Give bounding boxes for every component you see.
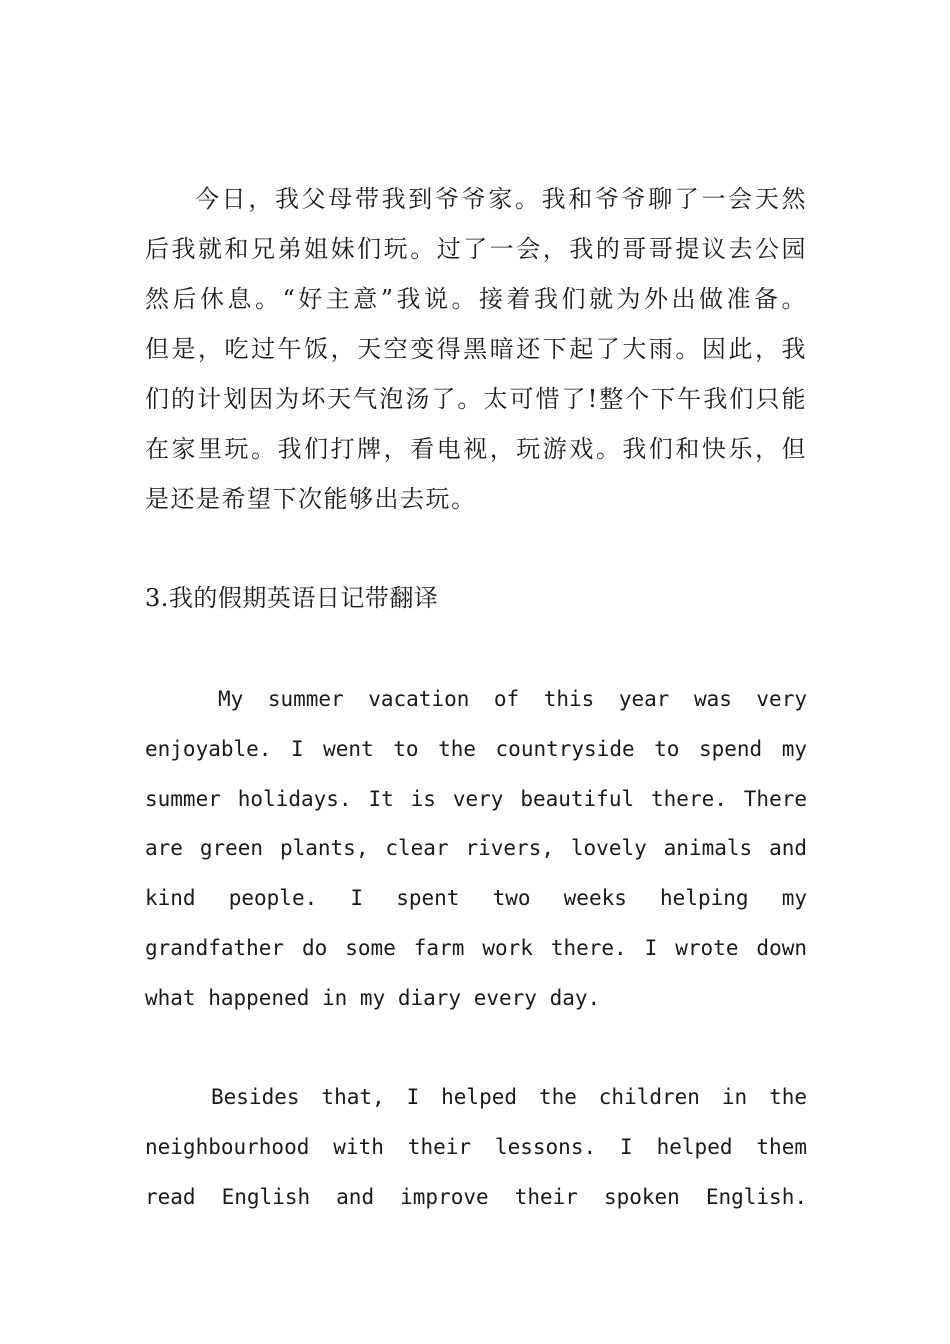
paragraph-line: 们的计划因为坏天气泡汤了。太可惜了!整个下午我们只能	[145, 385, 807, 413]
paragraph-line: 但是，吃过午饭，天空变得黑暗还下起了大雨。因此，我	[145, 335, 807, 363]
paragraph-line: read English and improve their spoken English.	[145, 1185, 807, 1209]
paragraph-line: 然后休息。“好主意”我说。接着我们就为外出做准备。	[145, 285, 807, 313]
paragraph-line: Besides that, I helped the children in the	[211, 1085, 807, 1109]
paragraph-line: 是还是希望下次能够出去玩。	[145, 485, 477, 513]
paragraph-line: summer holidays. It is very beautiful there. There	[145, 787, 807, 811]
paragraph-line: what happened in my diary every day.	[145, 986, 601, 1010]
paragraph-line: 今日，我父母带我到爷爷家。我和爷爷聊了一会天然	[195, 185, 807, 213]
paragraph-line: neighbourhood with their lessons. I helped them	[145, 1135, 807, 1159]
paragraph-line: My summer vacation of this year was very	[218, 687, 807, 711]
paragraph-line: 后我就和兄弟姐妹们玩。过了一会，我的哥哥提议去公园	[145, 235, 807, 263]
paragraph-line: grandfather do some farm work there. I wrote down	[145, 936, 807, 960]
section-heading: 3.我的假期英语日记带翻译	[145, 584, 439, 612]
paragraph-line: kind people. I spent two weeks helping my	[145, 886, 807, 910]
paragraph-line: are green plants, clear rivers, lovely animals and	[145, 836, 807, 860]
paragraph-line: enjoyable. I went to the countryside to spend my	[145, 737, 807, 761]
paragraph-line: 在家里玩。我们打牌，看电视，玩游戏。我们和快乐，但	[145, 435, 807, 463]
